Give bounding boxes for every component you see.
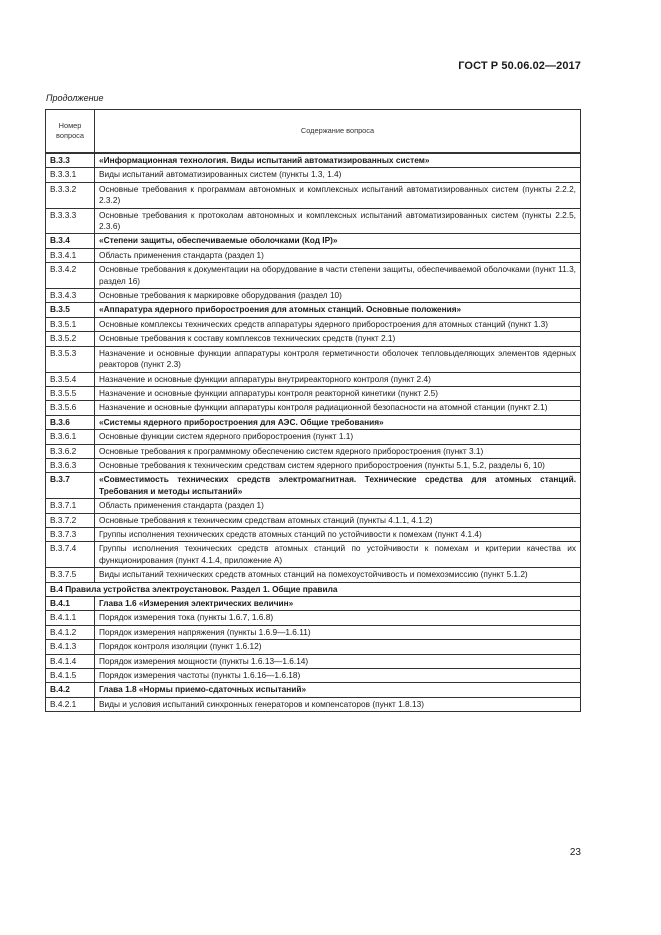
question-number: В.3.7.4 xyxy=(46,542,95,568)
table-row xyxy=(46,182,581,208)
question-content: Основные требования к программному обеспечению систем ядерного приборостроения (пункт 3.1) xyxy=(95,444,581,458)
questions-table xyxy=(45,109,581,712)
question-number: В.3.5.4 xyxy=(46,372,95,386)
question-content: «Степени защиты, обеспечиваемые оболочками (Код IP)» xyxy=(95,234,581,248)
question-content: Основные требования к программам автономных и комплексных испытаний автоматизированных систем (пункты 2.2.2, 2.3.2) xyxy=(95,182,581,208)
table-row xyxy=(46,430,581,444)
question-content: Основные функции систем ядерного приборостроения (пункт 1.1) xyxy=(95,430,581,444)
question-content: Основные требования к маркировке оборудования (раздел 10) xyxy=(95,289,581,303)
question-number: В.3.6.3 xyxy=(46,458,95,472)
question-number: В.3.3.3 xyxy=(46,208,95,234)
table-row xyxy=(46,640,581,654)
question-content: «Системы ядерного приборостроения для АЭС. Общие требования» xyxy=(95,415,581,429)
table-row xyxy=(46,401,581,415)
question-content: Виды испытаний технических средств атомных станций на помехоустойчивость и помехоэмиссию (пункт 5.1.2) xyxy=(95,568,581,582)
question-content: Виды испытаний автоматизированных систем (пункты 1.3, 1.4) xyxy=(95,168,581,182)
question-number: В.4.1.4 xyxy=(46,654,95,668)
question-content: Основные требования к составу комплексов технических средств (пункт 2.1) xyxy=(95,332,581,346)
question-number: В.3.7.3 xyxy=(46,527,95,541)
question-number: В.3.5.3 xyxy=(46,346,95,372)
question-number: В.3.4.1 xyxy=(46,248,95,262)
question-number: В.4.1.2 xyxy=(46,625,95,639)
question-content: «Совместимость технических средств электромагнитная. Технические средства для атомных станций. Требования и методы испытаний» xyxy=(95,473,581,499)
question-content: Назначение и основные функции аппаратуры контроля герметичности оболочек тепловыделяющих элементов ядерных реакторов (пункт 2.3) xyxy=(95,346,581,372)
question-content: Группы исполнения технических средств атомных станций по устойчивости к помехам и критерии качества их функционирования (пункт 4.1.4, приложение А) xyxy=(95,542,581,568)
question-number: В.3.6 xyxy=(46,415,95,429)
question-content: Назначение и основные функции аппаратуры контроля радиационной безопасности на атомной станции (пункт 2.1) xyxy=(95,401,581,415)
question-number: В.3.3.2 xyxy=(46,182,95,208)
table-group-row xyxy=(46,683,581,697)
question-number: В.3.7.5 xyxy=(46,568,95,582)
question-number: В.4.2.1 xyxy=(46,697,95,711)
question-number: В.3.7 xyxy=(46,473,95,499)
question-content: Порядок измерения мощности (пункты 1.6.13—1.6.14) xyxy=(95,654,581,668)
table-row xyxy=(46,289,581,303)
table-row xyxy=(46,568,581,582)
question-content: Основные комплексы технических средств аппаратуры ядерного приборостроения для атомных станций (пункт 1.3) xyxy=(95,317,581,331)
question-content: Глава 1.6 «Измерения электрических величин» xyxy=(95,597,581,611)
table-group-row xyxy=(46,153,581,168)
question-content: Порядок измерения частоты (пункты 1.6.16—1.6.18) xyxy=(95,669,581,683)
table-row xyxy=(46,386,581,400)
section-title: В.4 Правила устройства электроустановок. Раздел 1. Общие правила xyxy=(46,582,581,596)
question-number: В.4.1.5 xyxy=(46,669,95,683)
question-content: Основные требования к техническим средствам систем ядерного приборостроения (пункты 5.1, 5.2, разделы 6, 10) xyxy=(95,458,581,472)
question-number: В.3.3.1 xyxy=(46,168,95,182)
table-row xyxy=(46,208,581,234)
table-row xyxy=(46,697,581,711)
question-number: В.3.7.1 xyxy=(46,499,95,513)
question-content: Группы исполнения технических средств атомных станций по устойчивости к помехам (пункт 4.1.4) xyxy=(95,527,581,541)
question-number: В.3.4.2 xyxy=(46,263,95,289)
page-number: 23 xyxy=(569,847,581,858)
question-content: Назначение и основные функции аппаратуры контроля реакторной кинетики (пункт 2.5) xyxy=(95,386,581,400)
table-row xyxy=(46,458,581,472)
table-row xyxy=(46,317,581,331)
question-content: Область применения стандарта (раздел 1) xyxy=(95,248,581,262)
question-content: Область применения стандарта (раздел 1) xyxy=(95,499,581,513)
question-number: В.3.5 xyxy=(46,303,95,317)
question-number: В.3.5.6 xyxy=(46,401,95,415)
table-group-row xyxy=(46,415,581,429)
question-number: В.4.1.1 xyxy=(46,611,95,625)
question-content: Порядок измерения тока (пункты 1.6.7, 1.6.8) xyxy=(95,611,581,625)
table-section-row xyxy=(46,582,581,596)
question-number: В.3.3 xyxy=(46,153,95,168)
question-number: В.4.1.3 xyxy=(46,640,95,654)
question-number: В.3.4.3 xyxy=(46,289,95,303)
question-number: В.3.5.2 xyxy=(46,332,95,346)
table-row xyxy=(46,542,581,568)
question-content: «Информационная технология. Виды испытаний автоматизированных систем» xyxy=(95,153,581,168)
table-row xyxy=(46,513,581,527)
table-row xyxy=(46,168,581,182)
question-content: Глава 1.8 «Нормы приемо-сдаточных испытаний» xyxy=(95,683,581,697)
continuation-label: Продолжение xyxy=(46,93,104,103)
table-row xyxy=(46,527,581,541)
question-number: В.4.2 xyxy=(46,683,95,697)
table-row xyxy=(46,346,581,372)
table-row xyxy=(46,625,581,639)
question-number: В.3.6.2 xyxy=(46,444,95,458)
question-number: В.3.5.5 xyxy=(46,386,95,400)
column-header-content: Содержание вопроса xyxy=(95,110,581,154)
question-content: Назначение и основные функции аппаратуры внутриреакторного контроля (пункт 2.4) xyxy=(95,372,581,386)
table-header-row xyxy=(46,110,581,154)
question-number: В.4.1 xyxy=(46,597,95,611)
table-row xyxy=(46,248,581,262)
table-group-row xyxy=(46,597,581,611)
question-content: Основные требования к документации на оборудование в части степени защиты, обеспечиваемой оболочками (пункт 11.3, раздел 16) xyxy=(95,263,581,289)
table-group-row xyxy=(46,234,581,248)
table-group-row xyxy=(46,473,581,499)
table-row xyxy=(46,332,581,346)
question-number: В.3.4 xyxy=(46,234,95,248)
question-content: Основные требования к техническим средствам атомных станций (пункты 4.1.1, 4.1.2) xyxy=(95,513,581,527)
column-header-number: Номер вопроса xyxy=(46,110,95,154)
table-row xyxy=(46,499,581,513)
question-content: Порядок контроля изоляции (пункт 1.6.12) xyxy=(95,640,581,654)
question-number: В.3.6.1 xyxy=(46,430,95,444)
table-row xyxy=(46,444,581,458)
table-row xyxy=(46,372,581,386)
table-group-row xyxy=(46,303,581,317)
document-standard-code: ГОСТ Р 50.06.02—2017 xyxy=(458,60,581,72)
question-content: «Аппаратура ядерного приборостроения для атомных станций. Основные положения» xyxy=(95,303,581,317)
question-number: В.3.5.1 xyxy=(46,317,95,331)
table-row xyxy=(46,669,581,683)
table-row xyxy=(46,654,581,668)
question-content: Порядок измерения напряжения (пункты 1.6.9—1.6.11) xyxy=(95,625,581,639)
question-number: В.3.7.2 xyxy=(46,513,95,527)
question-content: Основные требования к протоколам автономных и комплексных испытаний автоматизированных систем (пункты 2.2.5, 2.3.6) xyxy=(95,208,581,234)
table-row xyxy=(46,263,581,289)
table-body xyxy=(46,153,581,712)
question-content: Виды и условия испытаний синхронных генераторов и компенсаторов (пункт 1.8.13) xyxy=(95,697,581,711)
table-row xyxy=(46,611,581,625)
